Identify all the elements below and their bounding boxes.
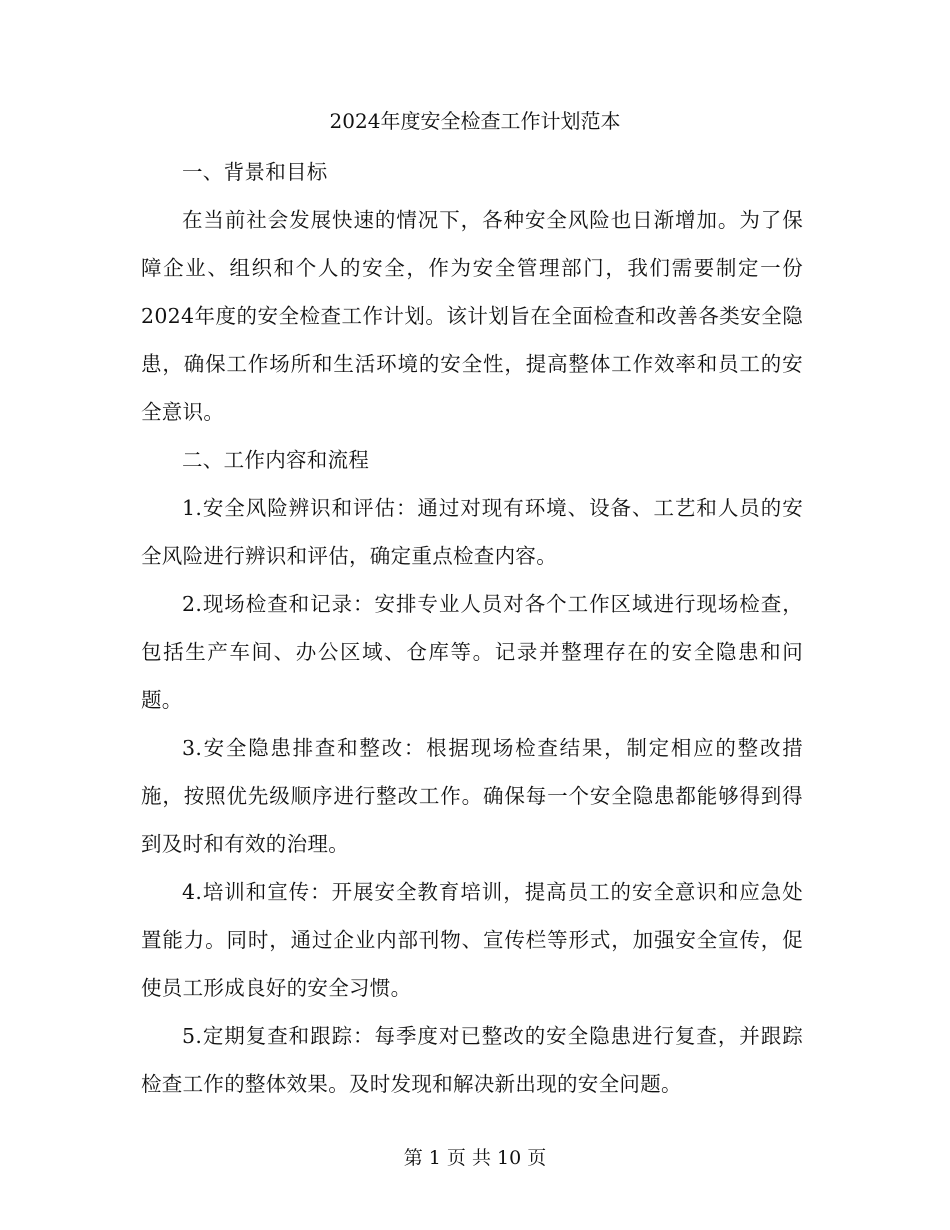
paragraph-item-5: 5.定期复查和跟踪：每季度对已整改的安全隐患进行复查，并跟踪检查工作的整体效果。及时发现和解决新出现的安全问题。	[141, 1024, 803, 1096]
document-body	[141, 148, 803, 1108]
section-heading-content: 二、工作内容和流程	[182, 448, 370, 472]
paragraph-item-2: 2.现场检查和记录：安排专业人员对各个工作区域进行现场检查，包括生产车间、办公区域、仓库等。记录并整理存在的安全隐患和问题。	[141, 592, 803, 712]
paragraph-item-4: 4.培训和宣传：开展安全教育培训，提高员工的安全意识和应急处置能力。同时，通过企业内部刊物、宣传栏等形式，加强安全宣传，促使员工形成良好的安全习惯。	[141, 880, 803, 1000]
paragraph-item-1: 1.安全风险辨识和评估：通过对现有环境、设备、工艺和人员的安全风险进行辨识和评估，确定重点检查内容。	[141, 496, 803, 568]
section-heading-background: 一、背景和目标	[182, 160, 328, 184]
paragraph-background: 在当前社会发展快速的情况下，各种安全风险也日渐增加。为了保障企业、组织和个人的安全，作为安全管理部门，我们需要制定一份 2024年度的安全检查工作计划。该计划旨在全面检查和改善各类安全隐患，确保工作场所和生活环境的安全性，提高整体工作效率和员工的安全意识。	[141, 208, 803, 424]
page-number-footer: 第 1 页 共 10 页	[403, 1147, 547, 1169]
document-title: 2024年度安全检查工作计划范本	[329, 109, 621, 133]
paragraph-item-3: 3.安全隐患排查和整改：根据现场检查结果，制定相应的整改措施，按照优先级顺序进行整改工作。确保每一个安全隐患都能够得到得到及时和有效的治理。	[141, 736, 803, 856]
